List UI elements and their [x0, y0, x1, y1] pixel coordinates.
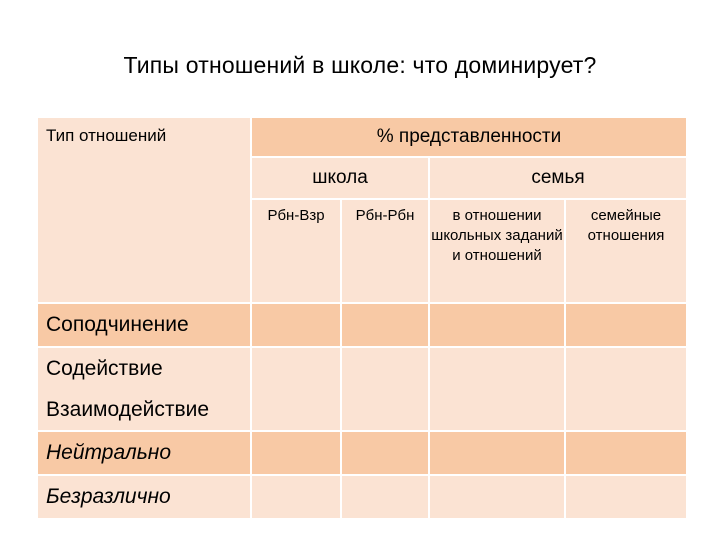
school-header-cell	[252, 158, 430, 200]
row-label: Нейтрально	[46, 441, 172, 464]
data-cell	[252, 476, 342, 520]
percent-header-cell	[252, 118, 688, 158]
data-cell	[566, 304, 688, 348]
data-cell	[252, 432, 342, 476]
percent-header: % представленности	[376, 126, 562, 147]
row-label: Содействие	[46, 357, 163, 380]
col2-header-cell	[342, 200, 430, 304]
col3-header: в отношении школьных заданий и отношений	[431, 207, 563, 264]
family-header: семья	[531, 167, 585, 188]
table-row	[38, 348, 688, 432]
col4-header-cell	[566, 200, 688, 304]
data-cell	[566, 348, 688, 432]
row-label-cell	[38, 432, 252, 476]
col1-header-cell	[252, 200, 342, 304]
type-header-cell	[38, 118, 252, 304]
data-cell	[430, 432, 566, 476]
data-cell	[430, 304, 566, 348]
data-cell	[342, 304, 430, 348]
row-label-cell	[38, 348, 252, 432]
data-cell	[430, 348, 566, 432]
col3-header-cell	[430, 200, 566, 304]
data-cell	[342, 432, 430, 476]
school-header: школа	[312, 167, 368, 188]
table-row	[38, 304, 688, 348]
table-row	[38, 432, 688, 476]
row-label: Безразлично	[46, 485, 171, 508]
data-cell	[342, 476, 430, 520]
row-label-cell	[38, 304, 252, 348]
table-row	[38, 476, 688, 520]
col1-header: Рбн-Взр	[267, 207, 325, 224]
data-cell	[252, 304, 342, 348]
family-header-cell	[430, 158, 688, 200]
data-cell	[566, 476, 688, 520]
data-cell	[252, 348, 342, 432]
slide-title: Типы отношений в школе: что доминирует?	[123, 52, 597, 78]
data-cell	[342, 348, 430, 432]
col4-header: семейные отношения	[587, 207, 665, 244]
row-label: Соподчинение	[46, 313, 189, 336]
data-cell	[566, 432, 688, 476]
row-label: Взаимодействие	[46, 398, 210, 421]
row-label-cell	[38, 476, 252, 520]
col2-header: Рбн-Рбн	[355, 207, 415, 224]
relations-table	[38, 118, 688, 520]
type-header: Тип отношений	[46, 126, 167, 145]
data-cell	[430, 476, 566, 520]
